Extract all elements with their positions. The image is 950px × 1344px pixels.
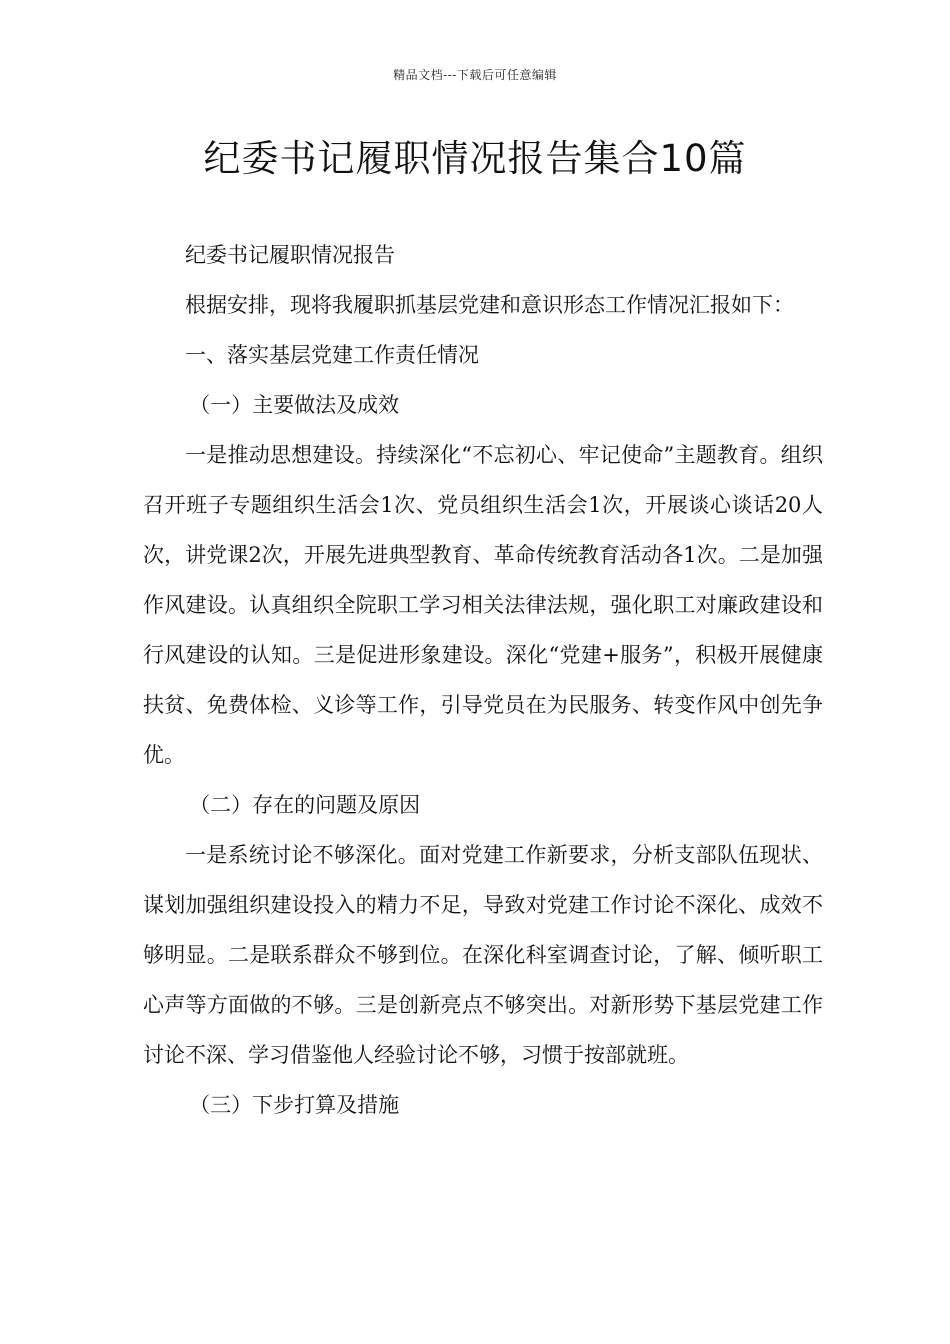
document-body bbox=[143, 230, 823, 1130]
paragraph-intro: 根据安排，现将我履职抓基层党建和意识形态工作情况汇报如下： bbox=[185, 293, 794, 317]
paragraph-measures: 一是推动思想建设。持续深化“不忘初心、牢记使命”主题教育。组织召开班子专题组织生活会1次、党员组织生活会1次，开展谈心谈话20人次，讲党课2次，开展先进典型教育、革命传统教育活动各1次。二是加强作风建设。认真组织全院职工学习相关法律法规，强化职工对廉政建设和行风建设的认知。三是促进形象建设。深化“党建+服务”，积极开展健康扶贫、免费体检、义诊等工作，引导党员在为民服务、转变作风中创先争优。 bbox=[143, 443, 823, 767]
subsection-heading-3: （三）下步打算及措施 bbox=[189, 1093, 400, 1117]
report-subtitle: 纪委书记履职情况报告 bbox=[185, 243, 395, 267]
document-title: 纪委书记履职情况报告集合10篇 bbox=[203, 137, 747, 180]
paragraph-problems: 一是系统讨论不够深化。面对党建工作新要求，分析支部队伍现状、谋划加强组织建设投入的精力不足，导致对党建工作讨论不深化、成效不够明显。二是联系群众不够到位。在深化科室调查讨论，了解、倾听职工心声等方面做的不够。三是创新亮点不够突出。对新形势下基层党建工作讨论不深、学习借鉴他人经验讨论不够，习惯于按部就班。 bbox=[143, 843, 823, 1067]
subsection-heading-1: （一）主要做法及成效 bbox=[189, 393, 400, 417]
page-header-watermark: 精品文档---下载后可任意编辑 bbox=[393, 68, 557, 82]
section-heading-1: 一、落实基层党建工作责任情况 bbox=[185, 343, 479, 367]
subsection-heading-2: （二）存在的问题及原因 bbox=[189, 793, 421, 817]
